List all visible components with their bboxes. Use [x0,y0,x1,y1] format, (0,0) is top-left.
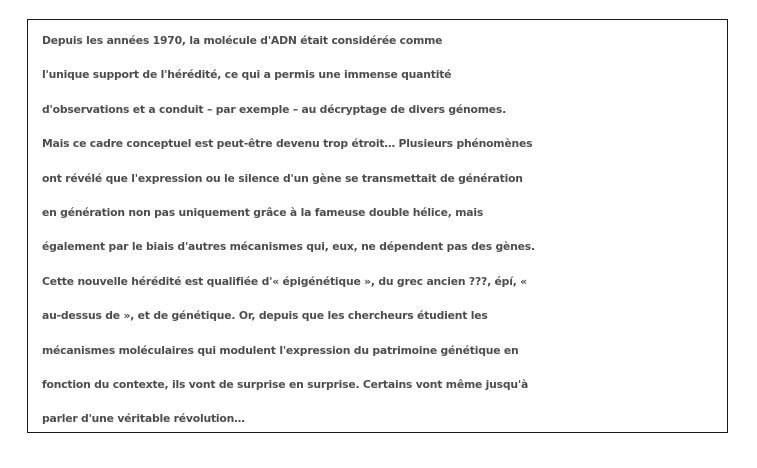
paragraph [42,24,732,437]
paragraph-line-2: l'unique support de l'hérédité, ce qui a permis une immense quantité [42,68,452,82]
paragraph-line-10: mécanismes moléculaires qui modulent l'expression du patrimoine génétique en [42,343,519,357]
paragraph-line-9: au-dessus de », et de génétique. Or, depuis que les chercheurs étudient les [42,309,488,323]
paragraph-line-1: Depuis les années 1970, la molécule d'ADN était considérée comme [42,34,443,47]
paragraph-line-12: parler d'une véritable révolution… [42,412,245,426]
paragraph-line-7: également par le biais d'autres mécanismes qui, eux, ne dépendent pas des gènes. [42,240,535,254]
paragraph-line-4: Mais ce cadre conceptuel est peut-être devenu trop étroit… Plusieurs phénomènes [42,137,533,151]
paragraph-line-3: d'observations et a conduit – par exemple – au décryptage de divers génomes. [42,102,507,116]
paragraph-line-11: fonction du contexte, ils vont de surprise en surprise. Certains vont même jusqu'à [42,377,529,391]
paragraph-line-8: Cette nouvelle hérédité est qualifiée d'« épigénétique », du grec ancien ???, épí, « [42,274,527,288]
paragraph-line-6: en génération non pas uniquement grâce à la fameuse double hélice, mais [42,205,484,219]
paragraph-line-5: ont révélé que l'expression ou le silence d'un gène se transmettait de génération [42,171,523,185]
text-box [27,19,728,433]
